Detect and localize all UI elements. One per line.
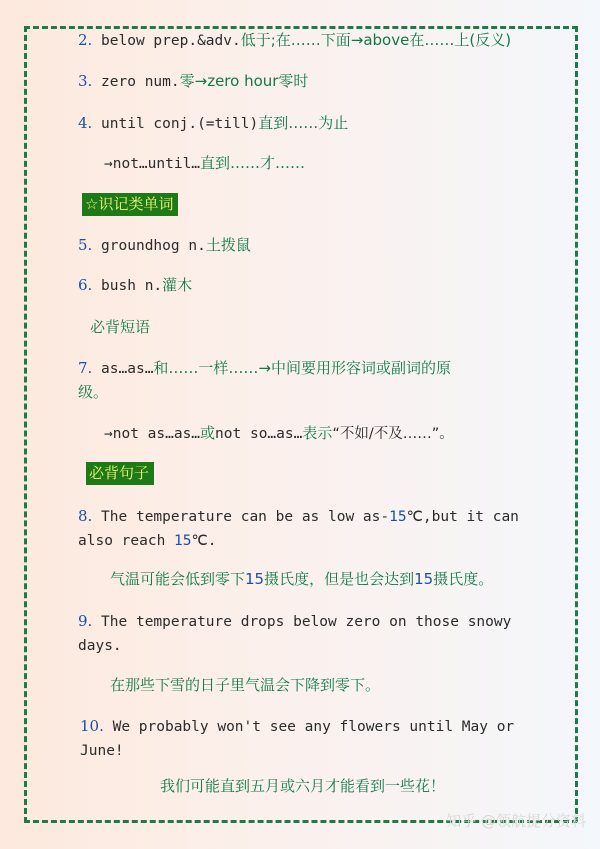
item-chinese: 直到……为止 bbox=[258, 114, 349, 132]
sentence-item-9 bbox=[78, 609, 511, 634]
item-english: groundhog n. bbox=[92, 238, 206, 254]
phrase-item-7-sub bbox=[104, 421, 454, 446]
item-chinese: “不如/不及……”。 bbox=[332, 426, 454, 442]
section-heading-sentences: 必背句子 bbox=[86, 462, 154, 485]
vocab-item-4 bbox=[78, 111, 348, 136]
sentence-item-9-cont bbox=[78, 633, 122, 658]
vocab-item-6 bbox=[78, 273, 192, 298]
temperature-number: 15 bbox=[414, 570, 434, 588]
item-chinese: 低于;在……下面→above在……上(反义) bbox=[240, 31, 512, 49]
item-english: →not as…as… bbox=[104, 426, 201, 442]
section-heading-phrases: 必背短语 bbox=[90, 318, 151, 336]
item-number: 8. bbox=[78, 507, 93, 525]
item-chinese: 土拨鼠 bbox=[205, 236, 251, 254]
item-english: days. bbox=[78, 638, 122, 654]
translation-text: 摄氏度。 bbox=[433, 570, 494, 588]
item-number: 2. bbox=[78, 31, 93, 49]
item-number: 7. bbox=[78, 359, 93, 377]
item-number: 5. bbox=[78, 236, 93, 254]
item-english: zero num. bbox=[92, 74, 180, 90]
item-english: bush n. bbox=[92, 278, 163, 294]
sentence-item-10-translation: 我们可能直到五月或六月才能看到一些花！ bbox=[160, 777, 446, 795]
watermark: 知乎 @领航提分资料 bbox=[446, 812, 586, 830]
vocab-item-4-sub bbox=[104, 151, 305, 176]
sentence-item-8 bbox=[78, 504, 572, 529]
item-chinese: 表示 bbox=[302, 424, 333, 442]
translation-text: 摄氏度，但是也会达到 bbox=[264, 570, 415, 588]
temperature-number: 15 bbox=[245, 570, 265, 588]
vocab-item-2 bbox=[78, 28, 511, 53]
item-chinese: 和……一样……→中间要用形容词或副词的原 bbox=[153, 359, 451, 377]
sentence-item-8-translation bbox=[110, 567, 493, 591]
item-english: as…as… bbox=[92, 361, 154, 377]
item-chinese: 级。 bbox=[78, 383, 109, 401]
item-number: 10. bbox=[80, 717, 104, 735]
item-english: until conj.(=till) bbox=[92, 116, 259, 132]
vocab-item-5 bbox=[78, 233, 251, 258]
item-number: 3. bbox=[78, 72, 93, 90]
item-chinese: 灌木 bbox=[162, 276, 193, 294]
item-chinese: 零→zero hour零时 bbox=[179, 72, 309, 90]
item-english: ℃. bbox=[191, 533, 217, 549]
temperature-number: 15 bbox=[174, 533, 192, 549]
item-chinese: 或 bbox=[200, 424, 216, 442]
translation-text: 气温可能会低到零下 bbox=[110, 570, 246, 588]
item-english: June! bbox=[80, 743, 124, 759]
sentence-item-9-translation: 在那些下雪的日子里气温会下降到零下。 bbox=[110, 676, 381, 694]
item-english: The temperature drops below zero on those snowy bbox=[92, 614, 512, 630]
sentence-item-10 bbox=[80, 714, 514, 739]
item-english: ℃,but it can bbox=[406, 509, 519, 525]
sentence-item-10-cont bbox=[80, 738, 124, 763]
vocab-item-3 bbox=[78, 69, 308, 94]
section-heading-vocab: ☆识记类单词 bbox=[82, 193, 178, 216]
phrase-item-7-cont bbox=[78, 380, 108, 404]
temperature-number: 15 bbox=[389, 509, 407, 525]
item-number: 4. bbox=[78, 114, 93, 132]
item-english: We probably won't see any flowers until May or bbox=[103, 719, 515, 735]
item-english: →not…until… bbox=[104, 156, 201, 172]
sentence-item-8-cont bbox=[78, 528, 217, 553]
item-english: The temperature can be as low as- bbox=[92, 509, 390, 525]
item-english: also reach bbox=[78, 533, 175, 549]
item-english: not so…as… bbox=[215, 426, 303, 442]
phrase-item-7 bbox=[78, 356, 451, 381]
item-number: 9. bbox=[78, 612, 93, 630]
item-number: 6. bbox=[78, 276, 93, 294]
item-english: below prep.&adv. bbox=[92, 33, 241, 49]
item-chinese: 直到……才…… bbox=[200, 154, 306, 172]
